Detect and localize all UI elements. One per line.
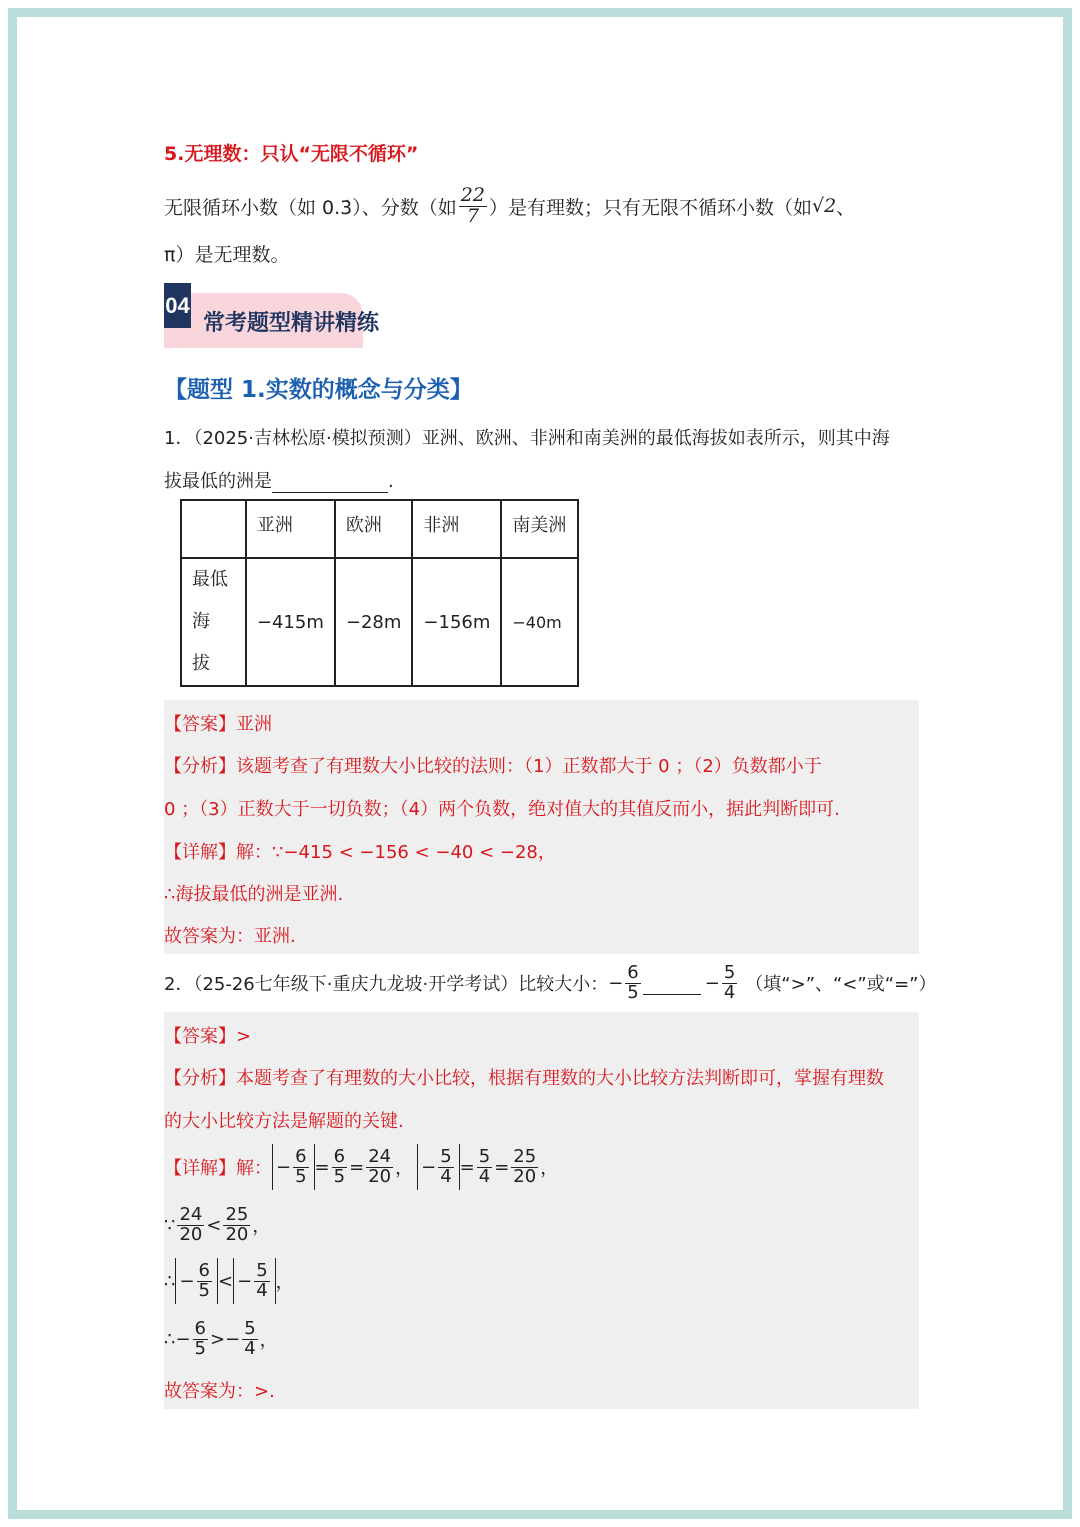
q2-analysis-line-1 bbox=[164, 1064, 884, 1090]
less-than: < bbox=[218, 1270, 234, 1292]
row-label-b: 拔 bbox=[192, 653, 210, 674]
greater-than: > bbox=[210, 1328, 226, 1350]
q2-answer-label: 【答案】 bbox=[164, 1026, 236, 1047]
type-heading: 【题型 1.实数的概念与分类】 bbox=[164, 377, 473, 403]
fraction-den: 4 bbox=[723, 981, 736, 1003]
num: 24 bbox=[179, 1203, 203, 1225]
den: 20 bbox=[368, 1165, 392, 1187]
q1-solution-box bbox=[164, 700, 919, 954]
q2-question bbox=[164, 958, 937, 1008]
comma: ， bbox=[259, 1330, 278, 1351]
sqrt-2: √2 bbox=[811, 195, 837, 217]
frac bbox=[438, 1145, 453, 1187]
minus: − bbox=[175, 1328, 191, 1350]
altitude-table bbox=[180, 499, 579, 687]
row-label-a: 最低海 bbox=[192, 569, 228, 632]
therefore: ∴ bbox=[164, 1270, 176, 1292]
table-cell: −415m bbox=[246, 558, 335, 686]
q1-detail: 解：∵−415 < −156 < −40 < −28， bbox=[236, 842, 556, 863]
q2-detail-prefix: 解： bbox=[236, 1158, 272, 1179]
num: 6 bbox=[295, 1145, 307, 1167]
num: 5 bbox=[244, 1317, 256, 1339]
num: 25 bbox=[225, 1203, 249, 1225]
table-header-cell: 欧洲 bbox=[335, 500, 413, 558]
frac bbox=[511, 1145, 538, 1187]
fraction-22-7 bbox=[459, 183, 487, 227]
den: 20 bbox=[513, 1165, 537, 1187]
minus: − bbox=[237, 1270, 253, 1292]
q1-conclusion: ∴海拔最低的洲是亚洲. bbox=[164, 884, 344, 905]
den: 20 bbox=[179, 1223, 203, 1245]
q2-fraction-6-5 bbox=[625, 961, 640, 1003]
num: 5 bbox=[256, 1259, 268, 1281]
abs-neg-5-4 bbox=[233, 1258, 276, 1304]
fraction-num: 6 bbox=[627, 961, 639, 983]
section-line-2: π）是无理数。 bbox=[164, 244, 290, 266]
comma: ， bbox=[252, 1216, 271, 1237]
section-text-a: 无限循环小数（如 0.3̇）、分数（如 bbox=[164, 196, 457, 219]
q1-analysis-line-2: 0 ；（3）正数大于一切负数；（4）两个负数，绝对值大的其值反而小，据此判断即可. bbox=[164, 799, 840, 820]
q2-answer: > bbox=[236, 1026, 252, 1047]
q2-fraction-5-4 bbox=[722, 961, 737, 1003]
comma: ， bbox=[540, 1158, 559, 1179]
q1-answer-line bbox=[164, 710, 272, 736]
num: 6 bbox=[333, 1145, 346, 1167]
q2-analysis-a: 本题考查了有理数的大小比较，根据有理数的大小比较方法判断即可，掌握有理数 bbox=[236, 1068, 884, 1089]
frac bbox=[177, 1203, 204, 1245]
q2-analysis-line-2: 的大小比较方法是解题的关键. bbox=[164, 1111, 404, 1132]
q2-final: 故答案为：>. bbox=[164, 1381, 275, 1402]
num: 5 bbox=[478, 1145, 491, 1167]
frac bbox=[242, 1317, 257, 1359]
q2-step-3 bbox=[164, 1314, 278, 1364]
fraction-den: 7 bbox=[466, 204, 479, 227]
comma: ， bbox=[275, 1272, 294, 1293]
section-line-1 bbox=[164, 174, 855, 238]
section-text-c: 、 bbox=[836, 196, 856, 219]
frac bbox=[197, 1259, 212, 1301]
q1-analysis-a: 该题考查了有理数大小比较的法则：（1）正数都大于 0 ；（2）负数都小于 bbox=[236, 756, 822, 777]
num: 25 bbox=[513, 1145, 537, 1167]
q1-text-end: . bbox=[388, 471, 394, 492]
den: 4 bbox=[478, 1165, 491, 1187]
den: 4 bbox=[256, 1279, 268, 1301]
den: 5 bbox=[198, 1279, 210, 1301]
q2-detail-label: 【详解】 bbox=[164, 1158, 236, 1179]
therefore: ∴ bbox=[164, 1328, 176, 1350]
table-header-cell bbox=[181, 500, 246, 558]
because: ∵ bbox=[164, 1214, 176, 1236]
frac bbox=[254, 1259, 269, 1301]
q2-answer-line bbox=[164, 1022, 251, 1048]
den: 5 bbox=[295, 1165, 307, 1187]
q2-minus: − bbox=[608, 972, 624, 994]
q1-text-line-2 bbox=[164, 467, 394, 493]
fraction-num: 5 bbox=[723, 961, 736, 983]
frac bbox=[223, 1203, 250, 1245]
q1-answer: 亚洲 bbox=[236, 714, 272, 735]
less-than: < bbox=[206, 1214, 222, 1236]
frac bbox=[332, 1145, 347, 1187]
q2-minus-2: − bbox=[704, 972, 720, 994]
den: 20 bbox=[225, 1223, 249, 1245]
table-cell: −28m bbox=[335, 558, 413, 686]
badge-title: 常考题型精讲精练 bbox=[203, 311, 380, 336]
num: 6 bbox=[198, 1259, 210, 1281]
equals: = bbox=[349, 1156, 365, 1178]
minus: − bbox=[276, 1156, 292, 1178]
section-title: 5.无理数：只认“无限不循环” bbox=[164, 143, 419, 165]
den: 4 bbox=[440, 1165, 452, 1187]
q2-answer-blank[interactable] bbox=[643, 971, 701, 995]
table-header-cell: 亚洲 bbox=[246, 500, 335, 558]
table-header-cell: 南美洲 bbox=[501, 500, 578, 558]
table-cell: −40m bbox=[501, 558, 578, 686]
q1-answer-label: 【答案】 bbox=[164, 714, 236, 735]
q1-text-line-1: 1．（2025·吉林松原·模拟预测）亚洲、欧洲、非洲和南美洲的最低海拔如表所示，则其中海 bbox=[164, 428, 890, 449]
table-header-cell: 非洲 bbox=[412, 500, 501, 558]
q1-analysis-line-1 bbox=[164, 752, 822, 778]
q1-detail-line bbox=[164, 838, 556, 864]
q1-text-b: 拔最低的洲是 bbox=[164, 471, 272, 492]
section-text-b: ）是有理数；只有无限不循环小数（如 bbox=[488, 196, 812, 219]
den: 4 bbox=[244, 1337, 256, 1359]
q2-step-1 bbox=[164, 1200, 270, 1250]
badge-number: 04 bbox=[164, 283, 191, 328]
frac bbox=[366, 1145, 393, 1187]
q2-analysis-label: 【分析】 bbox=[164, 1068, 236, 1089]
table-cell: −156m bbox=[412, 558, 501, 686]
equals: = bbox=[314, 1156, 330, 1178]
q1-analysis-label: 【分析】 bbox=[164, 756, 236, 777]
num: 24 bbox=[368, 1145, 392, 1167]
frac bbox=[193, 1317, 208, 1359]
frac bbox=[477, 1145, 492, 1187]
abs-neg-6-5 bbox=[175, 1258, 218, 1304]
den: 5 bbox=[333, 1165, 346, 1187]
q1-answer-blank[interactable] bbox=[272, 473, 388, 493]
q2-hint: （填“>”、“<”或“=”） bbox=[745, 974, 937, 995]
frac bbox=[293, 1145, 308, 1187]
equals: = bbox=[459, 1156, 475, 1178]
table-row-label bbox=[181, 558, 246, 686]
num: 6 bbox=[194, 1317, 206, 1339]
abs-neg-6-5 bbox=[272, 1144, 315, 1190]
q2-prefix: 2．（25-26七年级下·重庆九龙坡·开学考试）比较大小： bbox=[164, 974, 609, 995]
minus: − bbox=[225, 1328, 241, 1350]
q1-final: 故答案为：亚洲. bbox=[164, 926, 296, 947]
fraction-num: 22 bbox=[460, 183, 485, 206]
q2-detail-line bbox=[164, 1142, 558, 1192]
q2-step-2 bbox=[164, 1256, 294, 1306]
abs-neg-5-4 bbox=[417, 1144, 460, 1190]
table-header-row bbox=[181, 500, 578, 558]
num: 5 bbox=[440, 1145, 452, 1167]
table-row bbox=[181, 558, 578, 686]
fraction-den: 5 bbox=[627, 981, 639, 1003]
den: 5 bbox=[194, 1337, 206, 1359]
minus: − bbox=[421, 1156, 437, 1178]
q1-detail-label: 【详解】 bbox=[164, 842, 236, 863]
comma: ， bbox=[395, 1158, 414, 1179]
equals: = bbox=[494, 1156, 510, 1178]
minus: − bbox=[179, 1270, 195, 1292]
